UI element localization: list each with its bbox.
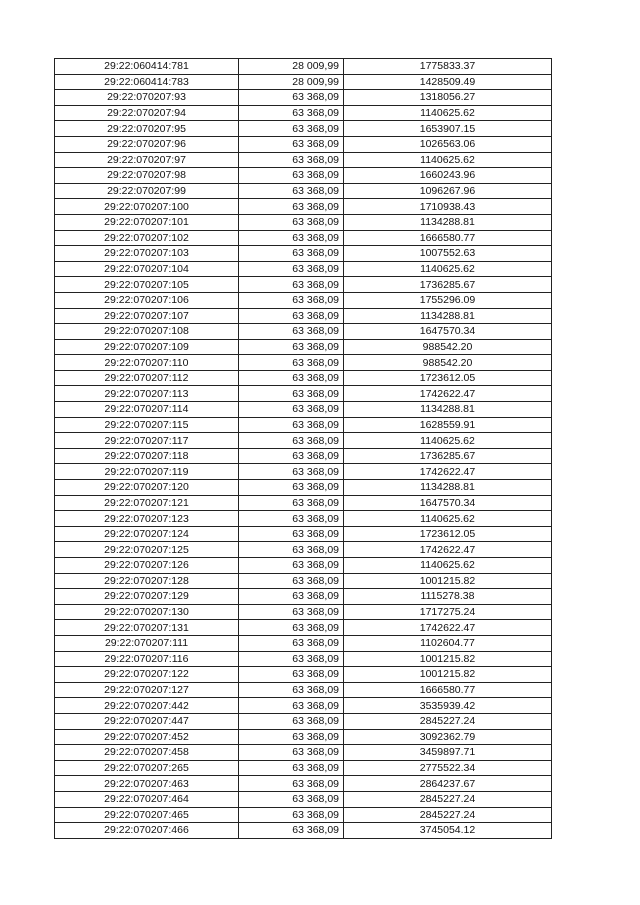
price-per-unit-cell: 63 368,09	[239, 526, 344, 542]
total-value-cell: 1666580.77	[344, 230, 552, 246]
cadastral-number-cell: 29:22:070207:97	[55, 152, 239, 168]
price-per-unit-cell: 63 368,09	[239, 136, 344, 152]
cadastral-number-cell: 29:22:070207:465	[55, 807, 239, 823]
table-row	[55, 136, 552, 152]
price-per-unit-cell: 63 368,09	[239, 807, 344, 823]
cadastral-number-cell: 29:22:070207:125	[55, 542, 239, 558]
cadastral-number-cell: 29:22:070207:464	[55, 791, 239, 807]
table-row	[55, 121, 552, 137]
table-row	[55, 230, 552, 246]
table-row	[55, 324, 552, 340]
total-value-cell: 988542.20	[344, 355, 552, 371]
table-row	[55, 433, 552, 449]
price-per-unit-cell: 63 368,09	[239, 355, 344, 371]
table-row	[55, 604, 552, 620]
price-per-unit-cell: 63 368,09	[239, 823, 344, 839]
price-per-unit-cell: 63 368,09	[239, 729, 344, 745]
total-value-cell: 1001215.82	[344, 651, 552, 667]
cadastral-number-cell: 29:22:060414:781	[55, 59, 239, 75]
price-per-unit-cell: 28 009,99	[239, 59, 344, 75]
table-row	[55, 74, 552, 90]
cadastral-number-cell: 29:22:070207:93	[55, 90, 239, 106]
total-value-cell: 3745054.12	[344, 823, 552, 839]
cadastral-number-cell: 29:22:070207:107	[55, 308, 239, 324]
table-row	[55, 292, 552, 308]
table-row	[55, 277, 552, 293]
table-row	[55, 90, 552, 106]
cadastral-number-cell: 29:22:070207:123	[55, 511, 239, 527]
cadastral-number-cell: 29:22:070207:124	[55, 526, 239, 542]
table-row	[55, 246, 552, 262]
table-body	[55, 59, 552, 839]
price-per-unit-cell: 63 368,09	[239, 480, 344, 496]
cadastral-number-cell: 29:22:070207:108	[55, 324, 239, 340]
cadastral-number-cell: 29:22:070207:126	[55, 558, 239, 574]
table-row	[55, 59, 552, 75]
table-row	[55, 448, 552, 464]
table-row	[55, 713, 552, 729]
cadastral-number-cell: 29:22:070207:112	[55, 370, 239, 386]
table-row	[55, 168, 552, 184]
price-per-unit-cell: 63 368,09	[239, 246, 344, 262]
total-value-cell: 1140625.62	[344, 261, 552, 277]
total-value-cell: 2775522.34	[344, 760, 552, 776]
cadastral-number-cell: 29:22:070207:113	[55, 386, 239, 402]
table-row	[55, 355, 552, 371]
total-value-cell: 1318056.27	[344, 90, 552, 106]
table-row	[55, 370, 552, 386]
table-row	[55, 261, 552, 277]
price-per-unit-cell: 63 368,09	[239, 339, 344, 355]
total-value-cell: 1647570.34	[344, 324, 552, 340]
total-value-cell: 1710938.43	[344, 199, 552, 215]
cadastral-number-cell: 29:22:070207:127	[55, 682, 239, 698]
total-value-cell: 988542.20	[344, 339, 552, 355]
cadastral-number-cell: 29:22:070207:442	[55, 698, 239, 714]
price-per-unit-cell: 63 368,09	[239, 698, 344, 714]
total-value-cell: 1140625.62	[344, 152, 552, 168]
total-value-cell: 1736285.67	[344, 277, 552, 293]
total-value-cell: 1140625.62	[344, 511, 552, 527]
cadastral-number-cell: 29:22:070207:463	[55, 776, 239, 792]
total-value-cell: 1007552.63	[344, 246, 552, 262]
table-row	[55, 791, 552, 807]
cadastral-number-cell: 29:22:070207:466	[55, 823, 239, 839]
table-row	[55, 417, 552, 433]
total-value-cell: 1653907.15	[344, 121, 552, 137]
price-per-unit-cell: 63 368,09	[239, 168, 344, 184]
total-value-cell: 1647570.34	[344, 495, 552, 511]
cadastral-number-cell: 29:22:070207:117	[55, 433, 239, 449]
price-per-unit-cell: 63 368,09	[239, 417, 344, 433]
cadastral-number-cell: 29:22:060414:783	[55, 74, 239, 90]
total-value-cell: 1134288.81	[344, 308, 552, 324]
table-row	[55, 635, 552, 651]
total-value-cell: 1742622.47	[344, 542, 552, 558]
cadastral-number-cell: 29:22:070207:130	[55, 604, 239, 620]
total-value-cell: 1134288.81	[344, 480, 552, 496]
cadastral-number-cell: 29:22:070207:121	[55, 495, 239, 511]
table-row	[55, 511, 552, 527]
table-row	[55, 745, 552, 761]
table-row	[55, 402, 552, 418]
total-value-cell: 1742622.47	[344, 620, 552, 636]
table-row	[55, 464, 552, 480]
total-value-cell: 1115278.38	[344, 589, 552, 605]
cadastral-number-cell: 29:22:070207:109	[55, 339, 239, 355]
total-value-cell: 1140625.62	[344, 433, 552, 449]
total-value-cell: 3459897.71	[344, 745, 552, 761]
table-row	[55, 760, 552, 776]
total-value-cell: 1026563.06	[344, 136, 552, 152]
data-table	[54, 58, 552, 839]
table-row	[55, 823, 552, 839]
cadastral-number-cell: 29:22:070207:458	[55, 745, 239, 761]
table-row	[55, 558, 552, 574]
cadastral-number-cell: 29:22:070207:129	[55, 589, 239, 605]
total-value-cell: 1134288.81	[344, 402, 552, 418]
price-per-unit-cell: 28 009,99	[239, 74, 344, 90]
price-per-unit-cell: 63 368,09	[239, 230, 344, 246]
price-per-unit-cell: 63 368,09	[239, 620, 344, 636]
table-row	[55, 480, 552, 496]
table-row	[55, 776, 552, 792]
total-value-cell: 1001215.82	[344, 667, 552, 683]
price-per-unit-cell: 63 368,09	[239, 370, 344, 386]
price-per-unit-cell: 63 368,09	[239, 682, 344, 698]
price-per-unit-cell: 63 368,09	[239, 791, 344, 807]
table-row	[55, 339, 552, 355]
total-value-cell: 1742622.47	[344, 386, 552, 402]
price-per-unit-cell: 63 368,09	[239, 152, 344, 168]
table-row	[55, 620, 552, 636]
table-row	[55, 105, 552, 121]
price-per-unit-cell: 63 368,09	[239, 448, 344, 464]
price-per-unit-cell: 63 368,09	[239, 776, 344, 792]
price-per-unit-cell: 63 368,09	[239, 511, 344, 527]
total-value-cell: 2864237.67	[344, 776, 552, 792]
cadastral-number-cell: 29:22:070207:115	[55, 417, 239, 433]
price-per-unit-cell: 63 368,09	[239, 308, 344, 324]
price-per-unit-cell: 63 368,09	[239, 90, 344, 106]
cadastral-number-cell: 29:22:070207:111	[55, 635, 239, 651]
price-per-unit-cell: 63 368,09	[239, 745, 344, 761]
cadastral-number-cell: 29:22:070207:119	[55, 464, 239, 480]
cadastral-number-cell: 29:22:070207:447	[55, 713, 239, 729]
price-per-unit-cell: 63 368,09	[239, 651, 344, 667]
table-row	[55, 651, 552, 667]
cadastral-number-cell: 29:22:070207:116	[55, 651, 239, 667]
cadastral-number-cell: 29:22:070207:94	[55, 105, 239, 121]
total-value-cell: 1096267.96	[344, 183, 552, 199]
cadastral-number-cell: 29:22:070207:122	[55, 667, 239, 683]
price-per-unit-cell: 63 368,09	[239, 261, 344, 277]
total-value-cell: 1140625.62	[344, 558, 552, 574]
price-per-unit-cell: 63 368,09	[239, 667, 344, 683]
price-per-unit-cell: 63 368,09	[239, 558, 344, 574]
total-value-cell: 1660243.96	[344, 168, 552, 184]
price-per-unit-cell: 63 368,09	[239, 542, 344, 558]
total-value-cell: 1628559.91	[344, 417, 552, 433]
cadastral-number-cell: 29:22:070207:106	[55, 292, 239, 308]
cadastral-number-cell: 29:22:070207:118	[55, 448, 239, 464]
cadastral-number-cell: 29:22:070207:95	[55, 121, 239, 137]
cadastral-number-cell: 29:22:070207:105	[55, 277, 239, 293]
cadastral-number-cell: 29:22:070207:102	[55, 230, 239, 246]
total-value-cell: 1775833.37	[344, 59, 552, 75]
cadastral-number-cell: 29:22:070207:96	[55, 136, 239, 152]
total-value-cell: 1736285.67	[344, 448, 552, 464]
total-value-cell: 3092362.79	[344, 729, 552, 745]
price-per-unit-cell: 63 368,09	[239, 589, 344, 605]
price-per-unit-cell: 63 368,09	[239, 324, 344, 340]
table-row	[55, 199, 552, 215]
total-value-cell: 1755296.09	[344, 292, 552, 308]
table-row	[55, 729, 552, 745]
total-value-cell: 1742622.47	[344, 464, 552, 480]
table-row	[55, 214, 552, 230]
table-row	[55, 386, 552, 402]
cadastral-number-cell: 29:22:070207:128	[55, 573, 239, 589]
price-per-unit-cell: 63 368,09	[239, 183, 344, 199]
price-per-unit-cell: 63 368,09	[239, 386, 344, 402]
cadastral-number-cell: 29:22:070207:131	[55, 620, 239, 636]
total-value-cell: 1717275.24	[344, 604, 552, 620]
total-value-cell: 1001215.82	[344, 573, 552, 589]
cadastral-number-cell: 29:22:070207:100	[55, 199, 239, 215]
price-per-unit-cell: 63 368,09	[239, 573, 344, 589]
cadastral-number-cell: 29:22:070207:114	[55, 402, 239, 418]
total-value-cell: 1723612.05	[344, 526, 552, 542]
table-row	[55, 698, 552, 714]
price-per-unit-cell: 63 368,09	[239, 277, 344, 293]
table-row	[55, 667, 552, 683]
cadastral-number-cell: 29:22:070207:99	[55, 183, 239, 199]
total-value-cell: 1723612.05	[344, 370, 552, 386]
cadastral-number-cell: 29:22:070207:120	[55, 480, 239, 496]
total-value-cell: 2845227.24	[344, 791, 552, 807]
price-per-unit-cell: 63 368,09	[239, 760, 344, 776]
total-value-cell: 1140625.62	[344, 105, 552, 121]
table-row	[55, 308, 552, 324]
cadastral-number-cell: 29:22:070207:104	[55, 261, 239, 277]
price-per-unit-cell: 63 368,09	[239, 214, 344, 230]
price-per-unit-cell: 63 368,09	[239, 199, 344, 215]
table-row	[55, 807, 552, 823]
cadastral-number-cell: 29:22:070207:98	[55, 168, 239, 184]
cadastral-number-cell: 29:22:070207:265	[55, 760, 239, 776]
price-per-unit-cell: 63 368,09	[239, 464, 344, 480]
total-value-cell: 2845227.24	[344, 713, 552, 729]
total-value-cell: 2845227.24	[344, 807, 552, 823]
total-value-cell: 3535939.42	[344, 698, 552, 714]
table-row	[55, 526, 552, 542]
price-per-unit-cell: 63 368,09	[239, 402, 344, 418]
table-row	[55, 495, 552, 511]
cadastral-number-cell: 29:22:070207:101	[55, 214, 239, 230]
table-row	[55, 152, 552, 168]
table-row	[55, 589, 552, 605]
cadastral-number-cell: 29:22:070207:452	[55, 729, 239, 745]
table-row	[55, 183, 552, 199]
total-value-cell: 1134288.81	[344, 214, 552, 230]
price-per-unit-cell: 63 368,09	[239, 105, 344, 121]
cadastral-number-cell: 29:22:070207:103	[55, 246, 239, 262]
cadastral-number-cell: 29:22:070207:110	[55, 355, 239, 371]
total-value-cell: 1666580.77	[344, 682, 552, 698]
price-per-unit-cell: 63 368,09	[239, 713, 344, 729]
table-row	[55, 682, 552, 698]
price-per-unit-cell: 63 368,09	[239, 121, 344, 137]
total-value-cell: 1102604.77	[344, 635, 552, 651]
price-per-unit-cell: 63 368,09	[239, 433, 344, 449]
price-per-unit-cell: 63 368,09	[239, 604, 344, 620]
price-per-unit-cell: 63 368,09	[239, 635, 344, 651]
table-row	[55, 542, 552, 558]
table-row	[55, 573, 552, 589]
total-value-cell: 1428509.49	[344, 74, 552, 90]
price-per-unit-cell: 63 368,09	[239, 292, 344, 308]
price-per-unit-cell: 63 368,09	[239, 495, 344, 511]
